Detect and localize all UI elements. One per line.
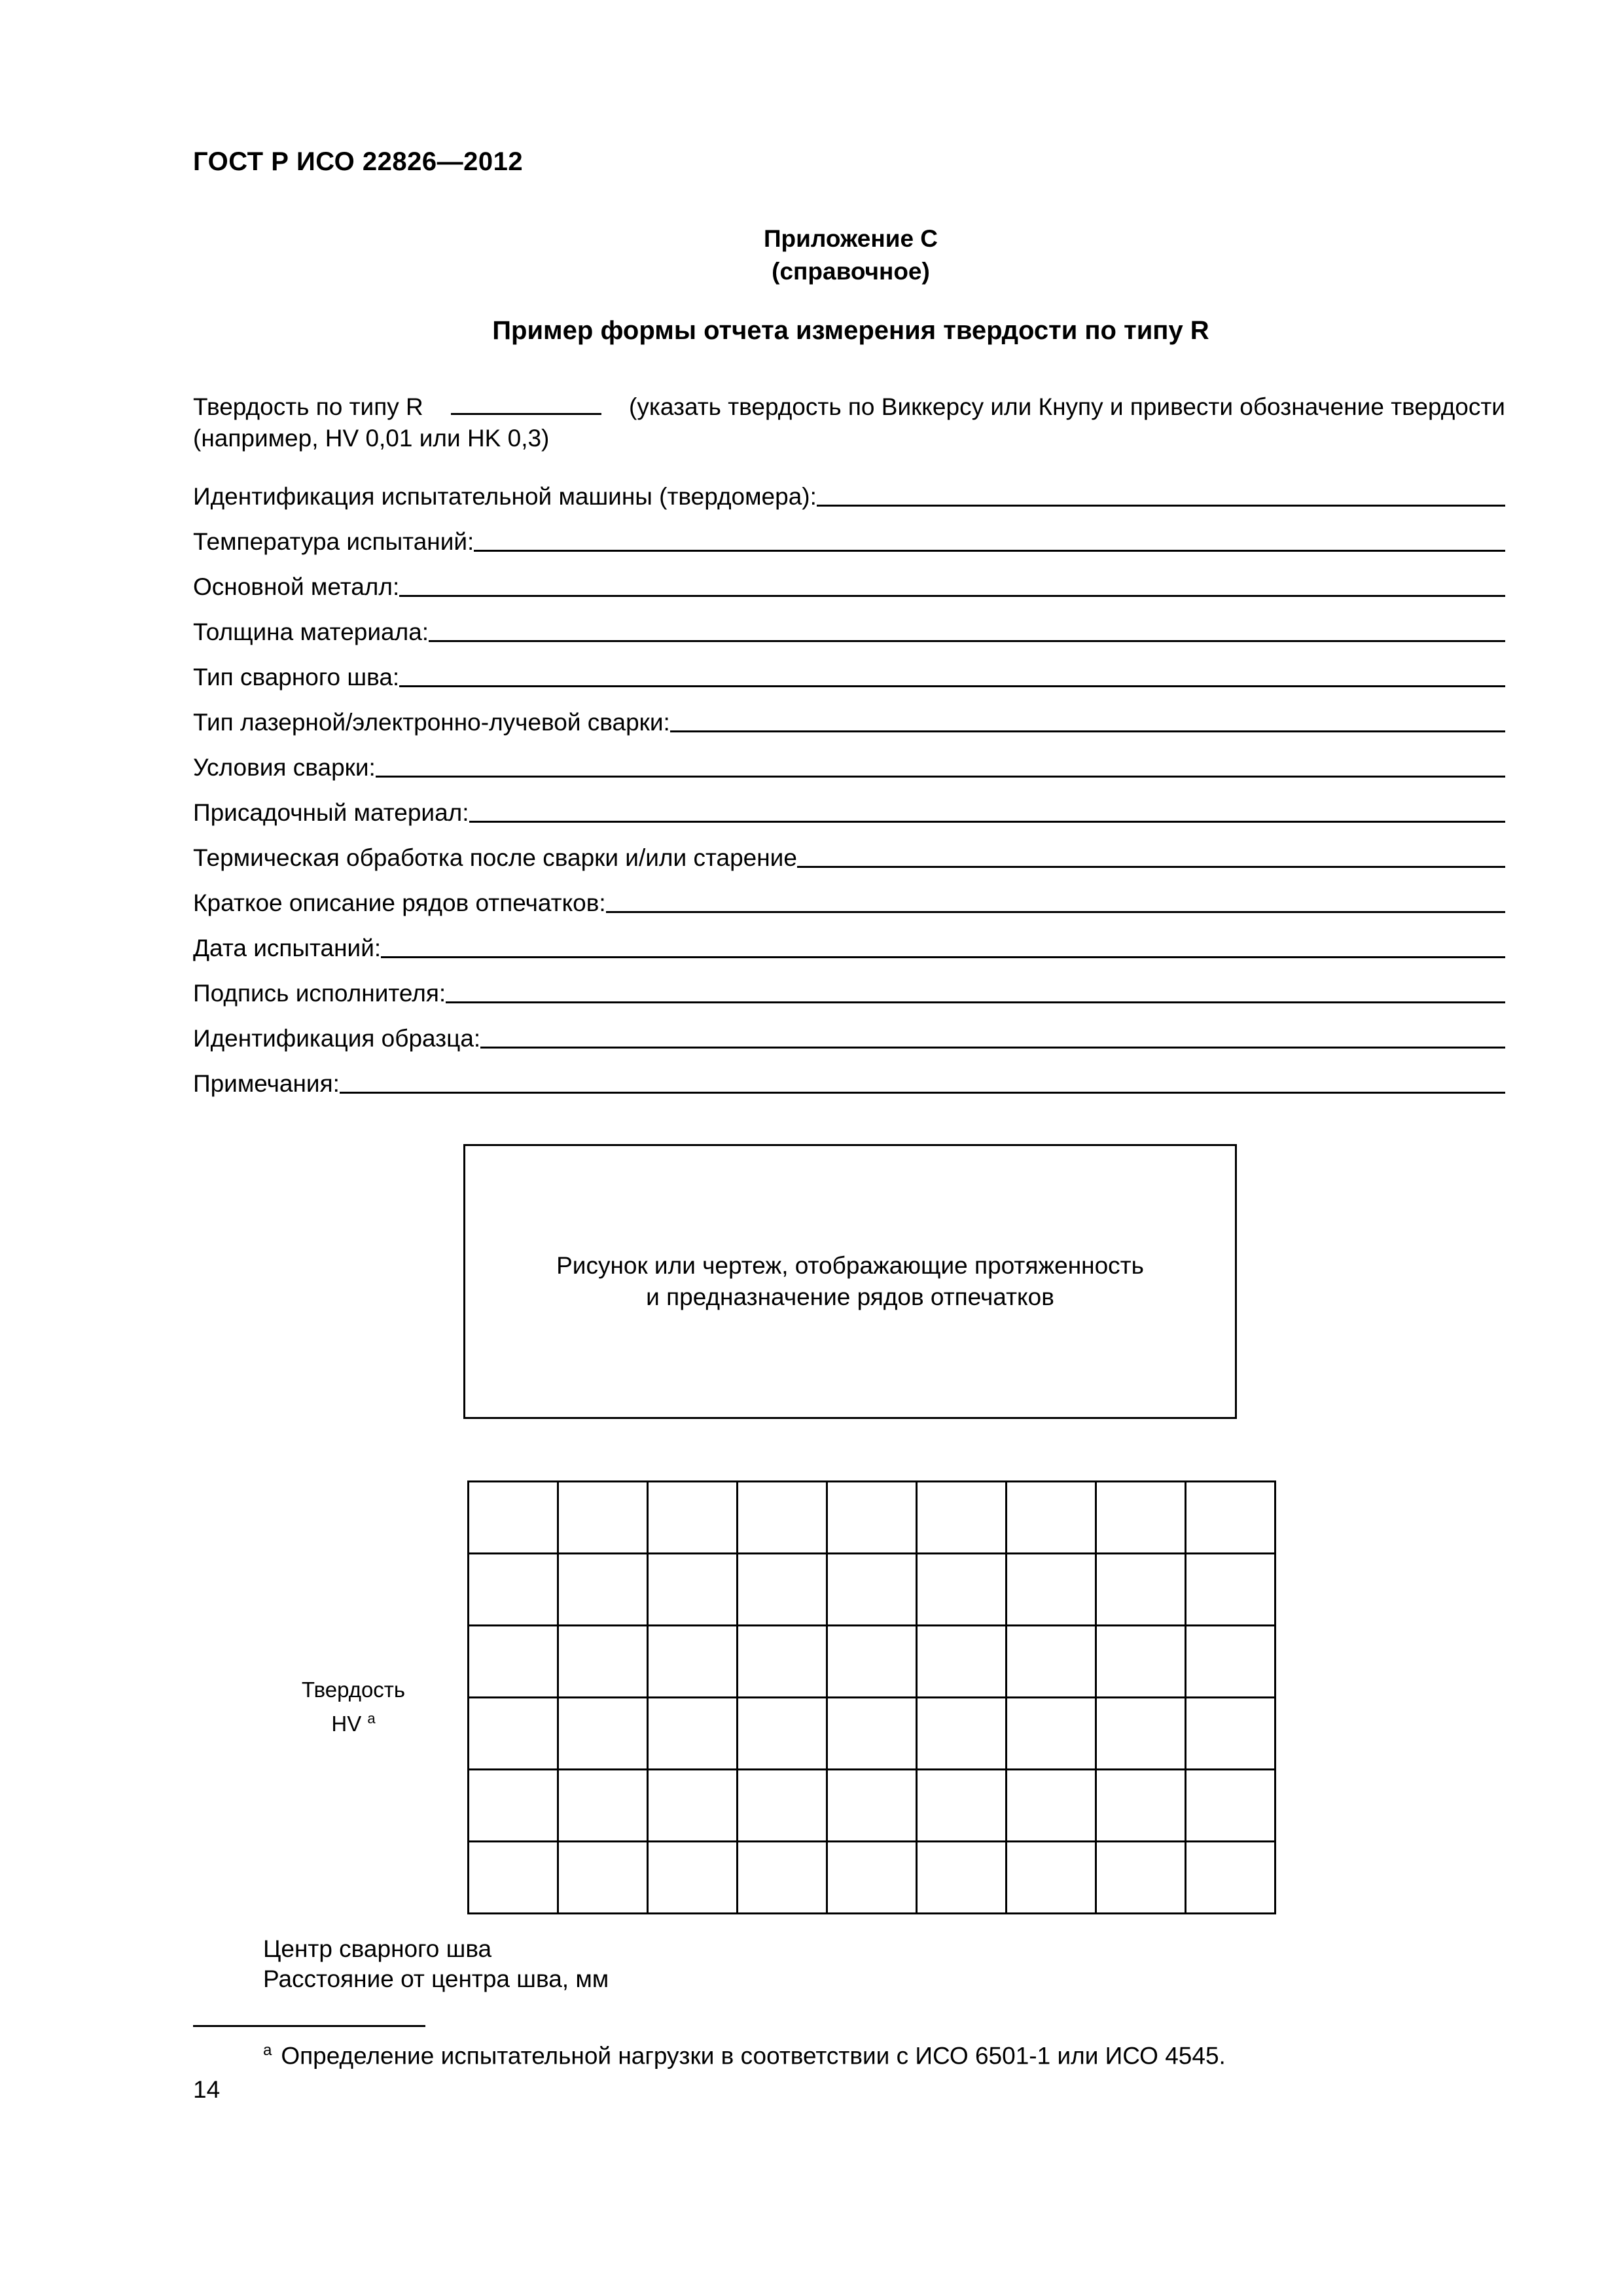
- form-field-label: Тип сварного шва:: [193, 664, 400, 691]
- grid-cell[interactable]: [648, 1626, 738, 1698]
- grid-cell[interactable]: [827, 1482, 917, 1554]
- form-field-row: [193, 692, 1505, 737]
- grid-cell[interactable]: [917, 1842, 1007, 1914]
- grid-row: [469, 1482, 1275, 1554]
- form-field-blank[interactable]: [381, 930, 1505, 958]
- form-field-label: Основной металл:: [193, 573, 400, 600]
- form-field-blank[interactable]: [376, 749, 1505, 778]
- form-field-blank[interactable]: [817, 478, 1505, 507]
- grid-cell[interactable]: [738, 1698, 827, 1770]
- grid-cell[interactable]: [558, 1626, 648, 1698]
- grid-cell[interactable]: [648, 1698, 738, 1770]
- grid-cell[interactable]: [1096, 1842, 1186, 1914]
- form-field-row: [193, 963, 1505, 1008]
- grid-cell[interactable]: [469, 1698, 558, 1770]
- grid-row: [469, 1554, 1275, 1626]
- hardness-grid: [467, 1480, 1276, 1914]
- page-number: 14: [193, 2076, 221, 2103]
- figure-placeholder-line1: Рисунок или чертеж, отображающие протяженность: [556, 1252, 1144, 1279]
- grid-cell[interactable]: [917, 1770, 1007, 1842]
- form-field-blank[interactable]: [670, 704, 1505, 732]
- grid-cell[interactable]: [558, 1698, 648, 1770]
- grid-cell[interactable]: [1007, 1770, 1096, 1842]
- grid-row: [469, 1842, 1275, 1914]
- grid-cell[interactable]: [1096, 1482, 1186, 1554]
- grid-cell[interactable]: [1096, 1626, 1186, 1698]
- grid-cell[interactable]: [827, 1842, 917, 1914]
- grid-cell[interactable]: [1186, 1770, 1275, 1842]
- grid-cell[interactable]: [738, 1554, 827, 1626]
- form-field-blank[interactable]: [446, 975, 1505, 1003]
- report-fields: [193, 466, 1505, 1098]
- grid-cell[interactable]: [917, 1482, 1007, 1554]
- form-field-row: [193, 782, 1505, 827]
- grid-cell[interactable]: [738, 1770, 827, 1842]
- hardness-axis-footnote-mark: a: [367, 1710, 376, 1727]
- grid-cell[interactable]: [827, 1698, 917, 1770]
- form-field-label: Подпись исполнителя:: [193, 980, 446, 1007]
- form-field-row: [193, 601, 1505, 647]
- form-field-label: Присадочный материал:: [193, 799, 469, 826]
- form-field-row: [193, 827, 1505, 872]
- footnote-mark: a: [263, 2041, 272, 2059]
- form-field-blank[interactable]: [480, 1020, 1505, 1049]
- grid-row: [469, 1698, 1275, 1770]
- form-field-label: Тип лазерной/электронно-лучевой сварки:: [193, 709, 670, 736]
- grid-cell[interactable]: [1186, 1554, 1275, 1626]
- grid-cell[interactable]: [469, 1482, 558, 1554]
- grid-cell[interactable]: [827, 1626, 917, 1698]
- grid-cell[interactable]: [827, 1554, 917, 1626]
- annex-heading: [0, 223, 1623, 288]
- hardness-type-note: (указать твердость по Виккерсу или Кнупу и привести обозначение твердости: [629, 393, 1505, 420]
- hardness-axis-label-line1: Твердость: [301, 1677, 406, 1702]
- footnote: [263, 2036, 1226, 2071]
- form-field-blank[interactable]: [429, 614, 1505, 642]
- grid-cell[interactable]: [1096, 1770, 1186, 1842]
- grid-cell[interactable]: [648, 1554, 738, 1626]
- grid-cell[interactable]: [1007, 1698, 1096, 1770]
- grid-cell[interactable]: [738, 1626, 827, 1698]
- document-header: ГОСТ Р ИСО 22826—2012: [193, 147, 524, 176]
- grid-cell[interactable]: [469, 1626, 558, 1698]
- form-field-row: [193, 737, 1505, 782]
- form-field-row: [193, 556, 1505, 601]
- form-field-blank[interactable]: [399, 659, 1505, 687]
- grid-cell[interactable]: [469, 1554, 558, 1626]
- form-field-label: Идентификация испытательной машины (твердомера):: [193, 483, 817, 510]
- form-field-label: Толщина материала:: [193, 619, 429, 645]
- distance-axis-labels: [263, 1934, 609, 1994]
- grid-cell[interactable]: [558, 1770, 648, 1842]
- form-field-blank[interactable]: [340, 1066, 1505, 1094]
- grid-cell[interactable]: [1007, 1626, 1096, 1698]
- footnote-text: Определение испытательной нагрузки в соответствии с ИСО 6501-1 или ИСО 4545.: [281, 2042, 1226, 2070]
- form-field-row: [193, 1053, 1505, 1098]
- footnote-rule: [193, 2025, 425, 2027]
- grid-cell[interactable]: [558, 1842, 648, 1914]
- grid-cell[interactable]: [1186, 1482, 1275, 1554]
- grid-cell[interactable]: [917, 1554, 1007, 1626]
- grid-cell[interactable]: [1096, 1554, 1186, 1626]
- form-title: Пример формы отчета измерения твердости по типу R: [492, 316, 1209, 345]
- form-field-blank[interactable]: [474, 524, 1505, 552]
- grid-cell[interactable]: [648, 1482, 738, 1554]
- distance-label: Расстояние от центра шва, мм: [263, 1965, 609, 1992]
- form-field-label: Дата испытаний:: [193, 935, 382, 961]
- grid-cell[interactable]: [648, 1842, 738, 1914]
- grid-cell[interactable]: [648, 1770, 738, 1842]
- form-field-blank[interactable]: [469, 795, 1505, 823]
- annex-title: Приложение С: [763, 225, 938, 252]
- hardness-type-label: Твердость по типу R: [193, 393, 423, 420]
- form-field-blank[interactable]: [606, 885, 1505, 913]
- grid-cell[interactable]: [917, 1698, 1007, 1770]
- figure-placeholder-box: [463, 1144, 1237, 1419]
- form-field-row: [193, 647, 1505, 692]
- grid-cell[interactable]: [1007, 1554, 1096, 1626]
- form-field-row: [193, 466, 1505, 511]
- grid-row: [469, 1770, 1275, 1842]
- form-field-label: Температура испытаний:: [193, 528, 474, 555]
- grid-cell[interactable]: [469, 1770, 558, 1842]
- hardness-axis-label: [281, 1676, 425, 1738]
- grid-cell[interactable]: [1186, 1842, 1275, 1914]
- grid-cell[interactable]: [917, 1626, 1007, 1698]
- grid-cell[interactable]: [1096, 1698, 1186, 1770]
- grid-cell[interactable]: [827, 1770, 917, 1842]
- form-field-row: [193, 918, 1505, 963]
- grid-cell[interactable]: [738, 1842, 827, 1914]
- hardness-axis-label-unit: HV: [331, 1712, 362, 1736]
- form-field-row: [193, 872, 1505, 918]
- weld-center-label: Центр сварного шва: [263, 1935, 492, 1962]
- form-field-row: [193, 1008, 1505, 1053]
- form-field-label: Условия сварки:: [193, 754, 376, 781]
- form-field-label: Идентификация образца:: [193, 1025, 481, 1052]
- hardness-type-intro: [193, 391, 1505, 454]
- figure-placeholder-line2: и предназначение рядов отпечатков: [646, 1283, 1054, 1310]
- form-field-blank[interactable]: [399, 569, 1505, 597]
- form-field-label: Примечания:: [193, 1070, 340, 1097]
- hardness-type-blank[interactable]: [451, 393, 601, 415]
- hardness-type-example: (например, HV 0,01 или HK 0,3): [193, 425, 550, 452]
- grid-cell[interactable]: [1186, 1698, 1275, 1770]
- grid-cell[interactable]: [469, 1842, 558, 1914]
- grid-cell[interactable]: [558, 1554, 648, 1626]
- grid-cell[interactable]: [1007, 1842, 1096, 1914]
- grid-cell[interactable]: [1007, 1482, 1096, 1554]
- form-field-label: Термическая обработка после сварки и/или старение: [193, 844, 797, 871]
- form-field-label: Краткое описание рядов отпечатков:: [193, 889, 606, 916]
- grid-row: [469, 1626, 1275, 1698]
- grid-cell[interactable]: [738, 1482, 827, 1554]
- annex-subtitle: (справочное): [772, 258, 930, 285]
- form-field-blank[interactable]: [797, 840, 1505, 868]
- form-field-row: [193, 511, 1505, 556]
- grid-cell[interactable]: [1186, 1626, 1275, 1698]
- grid-cell[interactable]: [558, 1482, 648, 1554]
